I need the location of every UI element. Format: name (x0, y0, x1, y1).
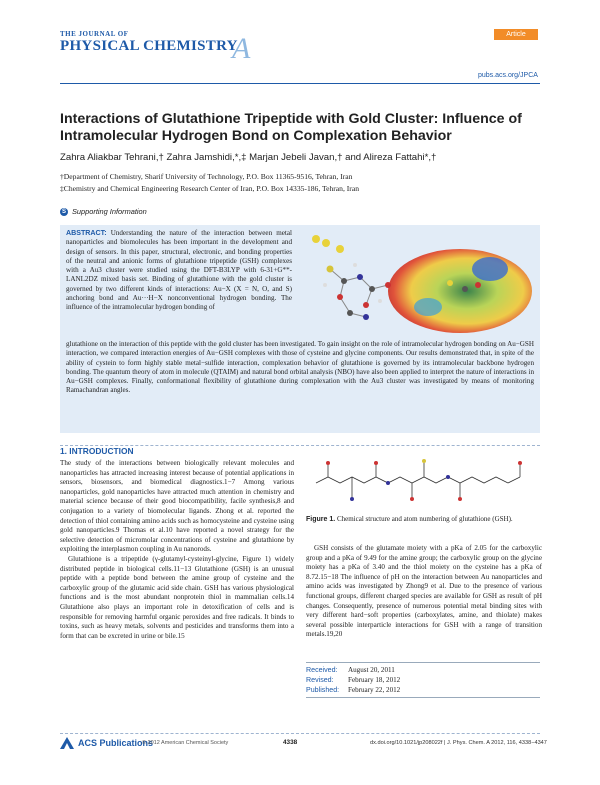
date-received (306, 665, 540, 675)
copyright-notice: © 2012 American Chemical Society (142, 740, 229, 746)
figure-1-structure (306, 453, 542, 515)
publisher-name: ACS Publications (78, 738, 154, 748)
affiliation-1: †Department of Chemistry, Sharif University of Technology, P.O. Box 11365-9516, Tehran, Iran (60, 172, 353, 181)
intro-paragraph-2: Glutathione is a tripeptide (γ-glutamyl-cysteinyl-glycine, Figure 1) widely distributed peptide in biological cells.11−13 Glutathione (GSH) is an unusual peptide with a peptide bond between the amine group of cysteine and the carboxylic group of the glutamic acid side chain. GSH has various physiological functions and is the most abundant nonprotein thiol in mammalian cells.14 Glutathione also plays an important role in detoxification of cells and is responsible for removing harmful organic peroxides and free radicals. It binds to toxins, such as heavy metals, solvents and pesticides and transforms them into a form that can be excreted in urine or bile.15 (60, 554, 294, 640)
affiliation-2: ‡Chemistry and Chemical Engineering Research Center of Iran, P.O. Box 14335-186, Tehran, Iran (60, 184, 359, 193)
section-heading: 1. INTRODUCTION (60, 446, 134, 456)
journal-logo (60, 30, 260, 70)
journal-logo-letter: A (232, 32, 251, 65)
page-number: 4338 (283, 739, 298, 746)
journal-logo-line1: THE JOURNAL OF (60, 30, 129, 38)
supporting-info-icon: S (61, 208, 66, 215)
date-published-value: February 22, 2012 (348, 686, 401, 694)
footer-divider (60, 733, 540, 734)
abstract-text-narrow (66, 229, 292, 312)
abstract-text-wide: glutathione on the interaction of this peptide with the gold cluster has been investigated. To gain insight on the role of intramolecular hydrogen bonding on Au−GSH interaction, we compared interaction energies of Au−GSH complexes with those of cysteine and glycine components. Our results demonstrated that, in spite of the ability of cystein to form highly stable metal−sulfide interaction, complexation behavior of glutathione is governed by its intramolecular backbone hydrogen bonding. The quantum theory of atom in molecule (QTAIM) and natural bond orbital analysis (NBO) have also been applied to interpret the nature of interactions in Au−GSH complexes. Finally, conformational flexibility of glutathione during complexation with the Au3 cluster was investigated by means of monitoring Ramachandran angles. (66, 340, 534, 395)
date-revised-label: Revised: (306, 676, 334, 684)
abstract-body-1: Understanding the nature of the interaction between metal nanoparticles and biomolecules has been important in the development and design of sensors. In this paper, structural, electronic, and bonding properties of the neutral and anionic forms of glutathione tripeptide (GSH) complexes with a Au3 cluster were studied using the DFT-B3LYP with 6-31+G**-LANL2DZ mixed basis set. Binding of glutathione with the gold cluster is governed by two different kinds of interactions: Au−X (X = N, O, and S) anchoring bond and Au···H−X nonconventional hydrogen bonding. The influence of the intramolecular hydrogen bonding of (66, 229, 292, 311)
intro-column-left (60, 459, 294, 641)
figure-1-caption-text: Chemical structure and atom numbering of glutathione (GSH). (336, 515, 513, 523)
journal-logo-line2: PHYSICAL CHEMISTRY (60, 38, 238, 54)
abstract-label: ABSTRACT: (66, 229, 107, 237)
publication-dates (306, 662, 540, 698)
supporting-info-link[interactable] (60, 207, 147, 216)
figure-1-caption (306, 515, 542, 524)
doi-citation[interactable]: dx.doi.org/10.1021/jp208022f | J. Phys. Chem. A 2012, 116, 4338−4347 (370, 740, 547, 746)
header-divider (60, 83, 540, 84)
date-published-label: Published: (306, 686, 340, 694)
date-revised-value: February 18, 2012 (348, 676, 401, 684)
date-received-value: August 20, 2011 (348, 666, 395, 674)
publisher-logo[interactable] (60, 737, 153, 749)
figure-1-caption-label: Figure 1. (306, 516, 336, 523)
intro-paragraph-1: The study of the interactions between biologically relevant molecules and nanoparticles has attracted increasing interest because of potential applications in sensors, biosensors, and biomedical diagnostics.1−7 Among various nanoparticles, gold nanoparticles have attracted much attention in chemistry and material science because of their good biocompatibility, facile synthesis,8 and conjugation to a variety of biomolecular ligands. Zhong et al. reported the detection of thiol containing amino acids such as homocysteine and cysteine using gold nanoparticles.9 Thomas et al.10 have reported a novel strategy for the selective detection of micromolar concentrations of cysteine and glutathione by exploiting the interplasmon coupling in Au nanorods. (60, 459, 294, 554)
article-title: Interactions of Glutathione Tripeptide with Gold Cluster: Influence of Intramolecular Hydrogen Bond on Complexation Behavior (60, 111, 522, 144)
date-published (306, 685, 540, 695)
date-revised (306, 675, 540, 685)
acs-logo-icon (60, 737, 74, 749)
intro-column-right: GSH consists of the glutamate moiety with a pKa of 2.05 for the carboxylic group and a pKa of 9.49 for the amine group; the carboxylic group on the glycine moiety has a pKa of 3.40 and the thiol moiety on the cysteine has a pKa of 8.72.15−18 The influence of pH on the interaction between Au nanoparticles and amino acids was investigated by Zhong9 et al. Due to the presence of various functional groups, different charged species are available for GSH as result of pH changes. Consequently, presence of numerous potential metal binding sites with very different hard−soft properties (carboxylates, amine, and thiolate) makes several possible interparticle interactions for GSH with a range of transition metals.19,20 (306, 544, 542, 639)
author-list: Zahra Aliakbar Tehrani,† Zahra Jamshidi,*,‡ Marjan Jebeli Javan,† and Alireza Fattahi*,† (60, 152, 437, 163)
article-type-badge: Article (494, 29, 538, 40)
toc-graphic (300, 229, 536, 339)
supporting-info-label: Supporting Information (72, 207, 147, 216)
date-received-label: Received: (306, 666, 338, 674)
journal-url-link[interactable]: pubs.acs.org/JPCA (478, 72, 538, 79)
